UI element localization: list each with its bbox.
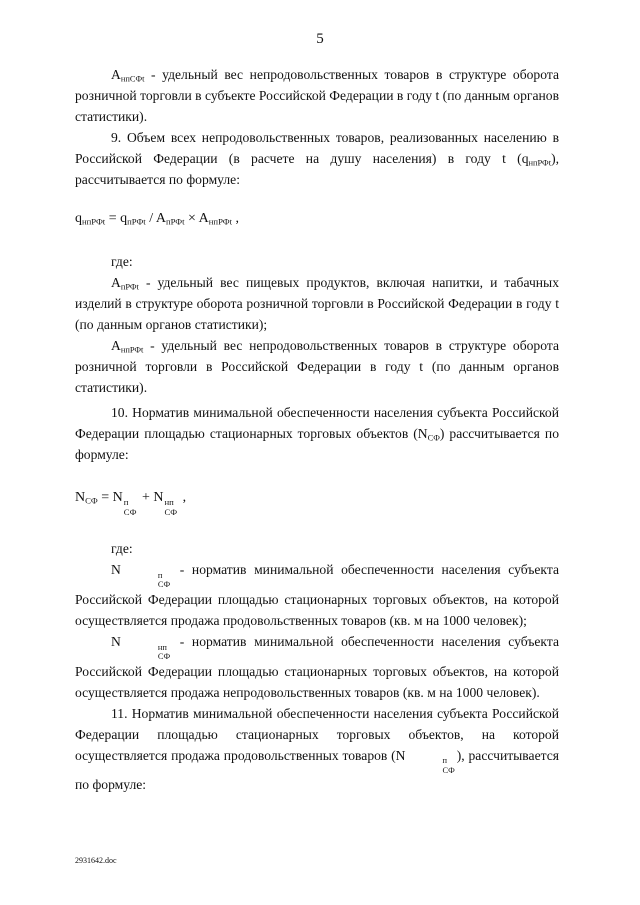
definition-a-np-sf bbox=[75, 64, 559, 127]
symbol: A bbox=[111, 67, 121, 82]
paragraph-text: ), рассчитывается по формуле: bbox=[75, 151, 559, 187]
formula-n-sf: $N_{СФ} = N$ п СФ + N нп СФ , bbox=[75, 490, 187, 517]
subscript: нпСФt bbox=[120, 73, 145, 84]
item-9-paragraph bbox=[75, 127, 559, 190]
symbol: q bbox=[521, 151, 529, 166]
paragraph-text: 9. Объем всех непродовольственных товаров, реализованных населению в Российской Федерации (в расчете на душу населения) в году t ( bbox=[75, 130, 559, 166]
definition-n-np-sf: N нп СФ - норматив минимальной обеспеченности населения субъекта Российской Федерации площадью стационарных торговых объектов, на которой осуществляется продажа непродовольственных товаров (кв. м на 1000 человек). bbox=[75, 633, 559, 700]
where-label: где: bbox=[111, 254, 133, 269]
page-number: 5 bbox=[316, 31, 324, 47]
item-10-paragraph: 10. Норматив минимальной обеспеченности населения субъекта Российской Федерации площадью стационарных торговых объектов $(N_{СФ})$ рассчитывается по формуле: bbox=[75, 405, 559, 462]
definition-a-np-rf: $A_{нпРФt}$ - удельный вес непродовольственных товаров в структуре оборота розничной торговли в Российской Федерации в году t (по данным органов статистики). bbox=[75, 338, 559, 395]
definition-n-p-sf: N п СФ - норматив минимальной обеспеченности населения субъекта Российской Федерации площадью стационарных торговых объектов, на которой осуществляется продажа продовольственных товаров (кв. м на 1000 человек); bbox=[75, 562, 559, 628]
document-filename: 2931642.doc bbox=[75, 856, 117, 865]
where-label: где: bbox=[111, 541, 133, 557]
formula-q-np-rf: $q_{нпРФt} = q_{пРФt} / A_{пРФt} \times A_{нпРФt}$ , bbox=[75, 211, 239, 227]
definition-a-p-rf: $A_{пРФt}$ - удельный вес пищевых продуктов, включая напитки, и табачных изделий в структуре оборота розничной торговли в Российской Федерации в году t (по данным органов статистики); bbox=[75, 275, 559, 332]
subscript: нпРФt bbox=[528, 157, 552, 168]
definition-text: - удельный вес непродовольственных товаров в структуре оборота розничной торговли в субъекте Российской Федерации в году t (по данным органов статистики). bbox=[75, 67, 559, 124]
document-body bbox=[75, 64, 559, 795]
item-11-paragraph: 11. Норматив минимальной обеспеченности населения субъекта Российской Федерации площадью стационарных торговых объектов, на которой осуществляется продажа продовольственных товаров (N п СФ ), рассчитывается по формуле: bbox=[75, 705, 559, 793]
